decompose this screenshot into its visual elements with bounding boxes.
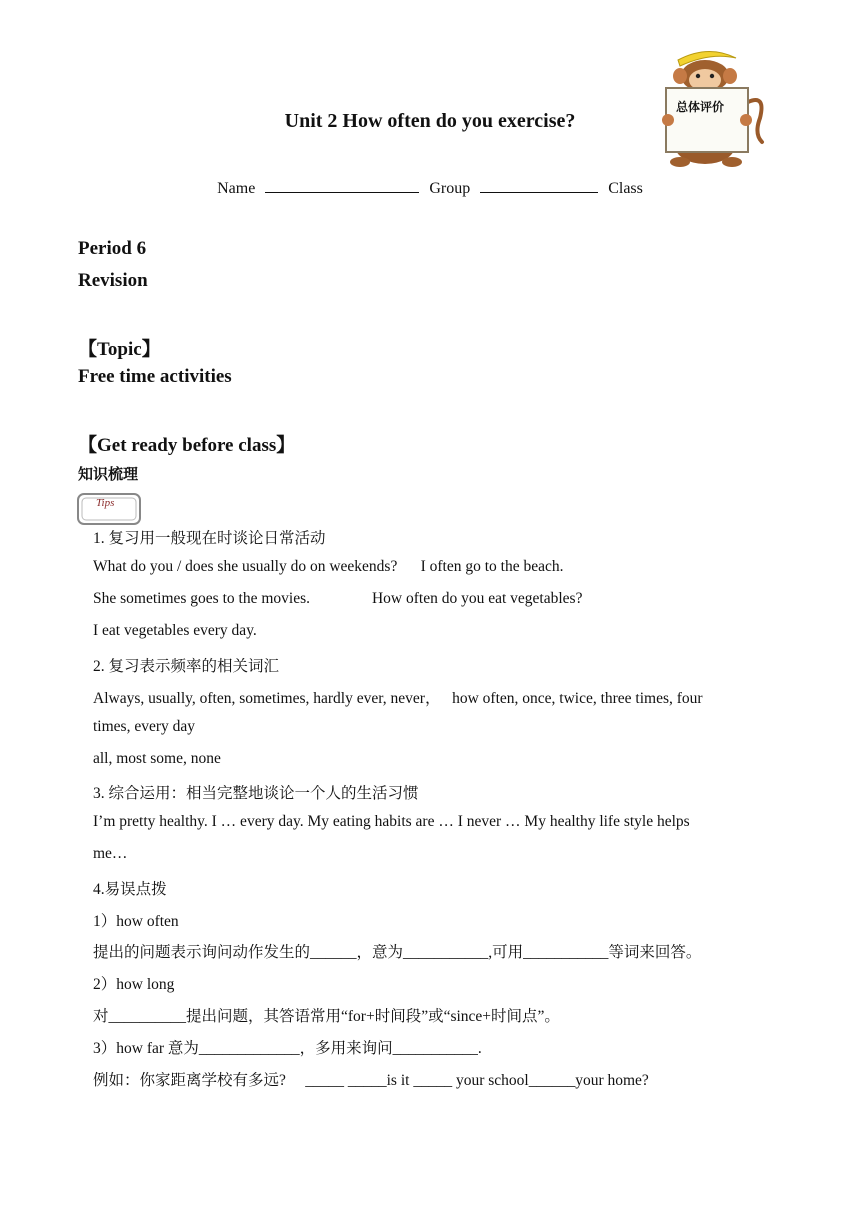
group-label: Group [429, 180, 471, 197]
name-field[interactable] [265, 178, 419, 193]
content-line: 4.易误点拨 [93, 881, 167, 898]
content-line: I eat vegetables every day. [93, 622, 257, 639]
content-line: 1）how often [93, 913, 179, 930]
content-line: 2）how long [93, 976, 175, 993]
topic-text: Free time activities [78, 366, 232, 387]
group-field[interactable] [480, 178, 598, 193]
content-line: Always, usually, often, sometimes, hardly ever, never， how often, once, twice, three times, four [93, 690, 703, 707]
content-line: She sometimes goes to the movies. How often do you eat vegetables? [93, 590, 583, 607]
content-line: 3）how far 意为_____________，多用来询问___________. [93, 1040, 482, 1057]
content-line: What do you / does she usually do on weekends? I often go to the beach. [93, 558, 564, 575]
content-line: 例如：你家距离学校有多远? _____ _____is it _____ your school______your home? [93, 1072, 649, 1089]
ready-heading: 【Get ready before class】 [78, 435, 296, 456]
content-line: 3. 综合运用：相当完整地谈论一个人的生活习惯 [93, 785, 419, 802]
content-line: 2. 复习表示频率的相关词汇 [93, 658, 280, 675]
content-line: 对__________提出问题，其答语常用“for+时间段”或“since+时间点”。 [93, 1008, 560, 1025]
content-line: I’m pretty healthy. I … every day. My eating habits are … I never … My healthy life style helps [93, 813, 690, 830]
class-label: Class [608, 180, 643, 197]
badge-text: 总体评价 [676, 100, 725, 114]
student-info-row [0, 178, 860, 198]
content-line: 提出的问题表示询问动作发生的______，意为___________,可用___________等词来回答。 [93, 944, 702, 961]
period-heading: Period 6 [78, 238, 147, 259]
content-line: me… [93, 845, 128, 862]
content-line: all, most some, none [93, 750, 221, 767]
topic-heading: 【Topic】 [78, 339, 161, 360]
content-line: 1. 复习用一般现在时谈论日常活动 [93, 530, 326, 547]
page-title: Unit 2 How often do you exercise? [284, 110, 576, 132]
tips-icon [76, 490, 142, 526]
monkey-evaluation-badge [650, 42, 768, 170]
tips-label: Tips [96, 497, 115, 509]
knowledge-heading: 知识梳理 [78, 465, 139, 483]
revision-heading: Revision [78, 270, 148, 291]
content-line: times, every day [93, 718, 196, 735]
name-label: Name [217, 180, 256, 197]
